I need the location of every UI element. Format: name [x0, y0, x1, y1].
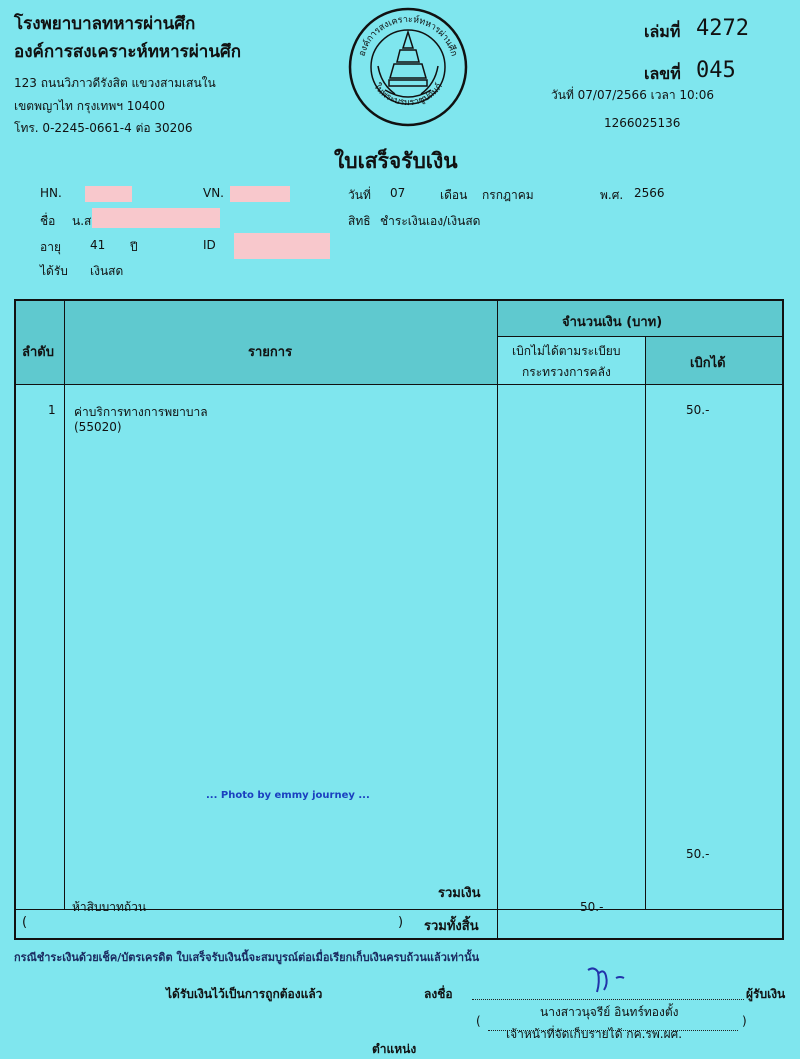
seal-logo: [345, 4, 471, 130]
receiver-label: ผู้รับเงิน: [746, 987, 786, 1001]
col-divider-2: [497, 299, 498, 940]
position-label: ตำแหน่ง: [372, 1042, 417, 1056]
signer-role: เจ้าหน้าที่จัดเก็บรายได้ กค.รพ.ผศ.: [506, 1027, 683, 1041]
receipt-datetime: วันที่ 07/07/2566 เวลา 10:06: [551, 88, 714, 102]
name-redaction: [92, 208, 220, 228]
col-amount-header: จำนวนเงิน (บาท): [562, 315, 663, 330]
hn-label: HN.: [40, 186, 62, 200]
watermark-text: ... Photo by emmy journey ...: [206, 790, 370, 801]
signer-paren-close: ): [742, 1014, 747, 1028]
header-bottom-divider: [14, 384, 784, 385]
month-value: กรกฎาคม: [482, 188, 534, 202]
age-label: อายุ: [40, 240, 61, 254]
vn-redaction: [230, 186, 290, 202]
received-value: เงินสด: [90, 264, 124, 278]
id-label: ID: [203, 238, 216, 252]
signature-line: [472, 999, 744, 1000]
amount-in-words: ห้าสิบบาทถ้วน: [72, 900, 147, 914]
svg-text:ในพระบรมราชูปถัมภ์: ในพระบรมราชูปถัมภ์: [371, 81, 445, 109]
col-nonclaim-header-1: เบิกไม่ได้ตามระเบียบ: [512, 344, 621, 358]
year-value: 2566: [634, 186, 665, 200]
year-label: พ.ศ.: [600, 188, 624, 202]
hn-redaction: [85, 186, 132, 202]
total-paren-open: (: [22, 915, 28, 930]
total-amount: 50.-: [580, 900, 604, 914]
id-redaction: [234, 233, 330, 259]
col-divider-3: [645, 336, 646, 910]
book-label: เล่มที่: [644, 22, 681, 41]
vn-label: VN.: [203, 186, 224, 200]
subtotal-label: รวมเงิน: [438, 886, 481, 901]
receipt-ref: 1266025136: [604, 116, 681, 130]
row-item: ค่าบริการทางการพยาบาล: [74, 405, 208, 419]
row-no: 1: [48, 403, 56, 417]
number-label: เลขที่: [644, 64, 681, 83]
col-claim-header: เบิกได้: [690, 356, 726, 371]
right-label: สิทธิ: [348, 214, 371, 228]
document-title: ใบเสร็จรับเงิน: [334, 149, 458, 173]
sign-label: ลงชื่อ: [424, 987, 453, 1001]
total-paren-close: ): [398, 915, 404, 930]
svg-text:องค์การสงเคราะห์ทหารผ่านศึก: องค์การสงเคราะห์ทหารผ่านศึก: [357, 14, 459, 58]
address-line-2: เขตพญาไท กรุงเทพฯ 10400: [14, 99, 165, 113]
signer-paren-open: (: [476, 1014, 481, 1028]
subtotal-claim-amount: 50.-: [686, 847, 710, 861]
signer-name: นางสาวนุจรีย์ อินทร์ทองตั้ง: [540, 1005, 679, 1019]
org-name: องค์การสงเคราะห์ทหารผ่านศึก: [14, 42, 242, 62]
name-prefix: น.ส: [72, 214, 92, 228]
col-item-header: รายการ: [248, 345, 293, 360]
row-code: (55020): [74, 420, 122, 434]
date-day: 07: [390, 186, 406, 200]
hospital-name: โรงพยาบาลทหารผ่านศึก: [14, 14, 196, 34]
table-right-border: [782, 299, 784, 940]
book-number: 4272: [696, 16, 749, 41]
phone: โทร. 0-2245-0661-4 ต่อ 30206: [14, 121, 193, 135]
table-left-border: [14, 299, 16, 940]
amount-header-divider: [497, 336, 784, 337]
row-claim-amount: 50.-: [686, 403, 710, 417]
total-label: รวมทั้งสิ้น: [424, 919, 479, 934]
right-value: ชำระเงินเอง/เงินสด: [380, 214, 481, 228]
name-label: ชื่อ: [40, 214, 56, 228]
age-unit: ปี: [130, 240, 138, 254]
received-label: ได้รับ: [40, 264, 68, 278]
age-value: 41: [90, 238, 106, 252]
footer-note: กรณีชำระเงินด้วยเช็ค/บัตรเครดิต ใบเสร็จรับเงินนี้จะสมบูรณ์ต่อเมื่อเรียกเก็บเงินครบถ้วนแล้วเท่านั้น: [14, 951, 480, 964]
col-nonclaim-header-2: กระทรวงการคลัง: [522, 365, 611, 379]
col-divider-1: [64, 299, 65, 910]
handwritten-signature: [582, 962, 632, 994]
table-top-border: [14, 299, 784, 301]
table-bottom-border: [14, 938, 784, 940]
received-correct-text: ได้รับเงินไว้เป็นการถูกต้องแล้ว: [166, 987, 323, 1001]
month-label: เดือน: [440, 188, 468, 202]
receipt-number: 045: [696, 58, 736, 83]
address-line-1: 123 ถนนวิภาวดีรังสิต แขวงสามเสนใน: [14, 76, 216, 90]
date-label: วันที่: [348, 188, 371, 202]
col-no-header: ลำดับ: [22, 345, 54, 360]
